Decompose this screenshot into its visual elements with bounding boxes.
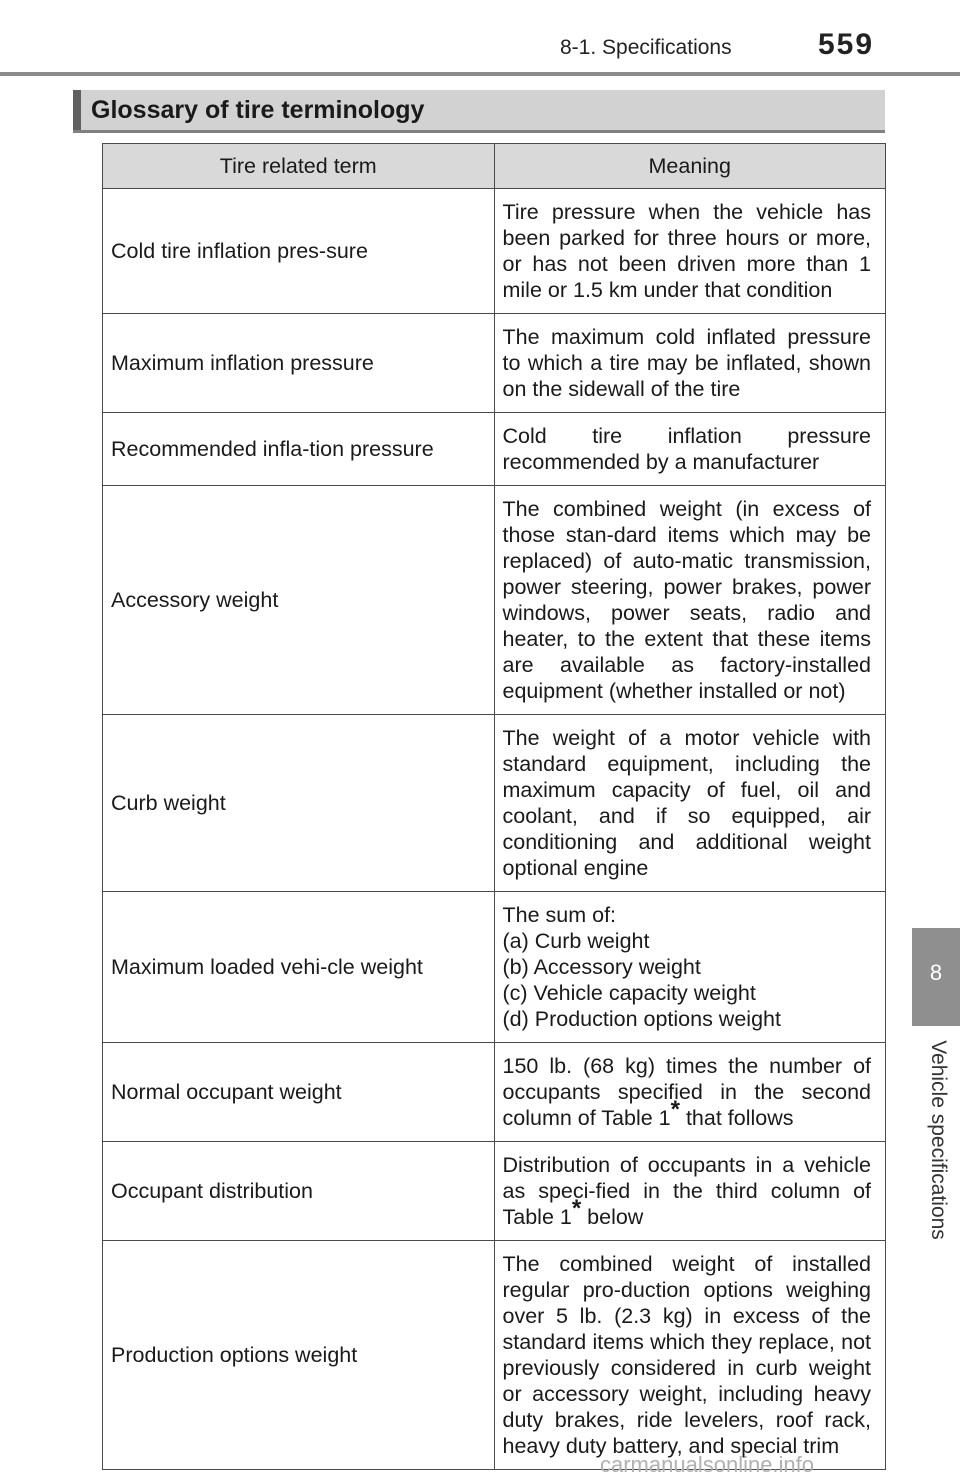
page-header [0, 0, 960, 78]
term-cell: Normal occupant weight [103, 1043, 495, 1142]
table-row [103, 1241, 886, 1470]
meaning-list-item: (c) Vehicle capacity weight [502, 981, 756, 1005]
meaning-cell: Tire pressure when the vehicle has been parked for three hours or more, or has not been driven more than 1 mile or 1.5 km under that condition [494, 189, 886, 314]
term-cell: Maximum loaded vehi-cle weight [103, 892, 495, 1043]
table-row [103, 715, 886, 892]
table-row [103, 1142, 886, 1241]
meaning-cell: The combined weight of installed regular pro-duction options weighing over 5 lb. (2.3 kg) in excess of the standard items which they replace, not previously considered in curb weight or accessory weight, including heavy duty brakes, ride levelers, roof rack, heavy duty battery, and special trim [494, 1241, 886, 1470]
meaning-cell [494, 892, 886, 1043]
term-cell: Production options weight [103, 1241, 495, 1470]
meaning-list-item: (d) Production options weight [502, 1007, 781, 1031]
table-row [103, 413, 886, 486]
column-header-meaning: Meaning [494, 144, 886, 189]
footnote-marker: * [670, 1096, 680, 1123]
column-header-term: Tire related term [103, 144, 495, 189]
table-row [103, 1043, 886, 1142]
header-divider [0, 72, 960, 76]
chapter-number: 8 [929, 960, 943, 985]
term-cell: Maximum inflation pressure [103, 314, 495, 413]
table-row [103, 189, 886, 314]
meaning-text: 150 lb. (68 kg) times the number of occupants specified in the second column of Table 1 [502, 1054, 871, 1130]
meaning-cell [494, 1142, 886, 1241]
meaning-list-item: (a) Curb weight [502, 929, 650, 953]
page-number: 559 [818, 28, 875, 61]
heading-accent-bar [73, 90, 81, 130]
meaning-cell: The maximum cold inflated pressure to which a tire may be inflated, shown on the sidewall of the tire [494, 314, 886, 413]
section-label: 8-1. Specifications [560, 36, 732, 59]
meaning-intro: The sum of: [502, 903, 617, 927]
footnote-marker: * [571, 1195, 582, 1222]
table-header-row [103, 144, 886, 189]
meaning-cell: The combined weight (in excess of those stan-dard items which may be replaced) of auto-matic transmission, power steering, power brakes, power windows, power seats, radio and heater, to the extent that these items are available as factory-installed equipment (whether installed or not) [494, 486, 886, 715]
watermark: carmanualsonline.info [600, 1452, 815, 1477]
meaning-cell: The weight of a motor vehicle with standard equipment, including the maximum capacity of fuel, oil and coolant, and if so equipped, air conditioning and additional weight optional engine [494, 715, 886, 892]
meaning-list-item: (b) Accessory weight [502, 955, 701, 979]
meaning-text: Distribution of occupants in a vehicle as speci-fied in the third column of Table 1 [502, 1153, 871, 1229]
glossary-table [102, 143, 886, 1470]
term-cell: Accessory weight [103, 486, 495, 715]
table-row [103, 486, 886, 715]
term-cell: Occupant distribution [103, 1142, 495, 1241]
glossary-heading [73, 90, 885, 133]
meaning-text-end: below [581, 1205, 644, 1229]
table-row [103, 892, 886, 1043]
chapter-title: Vehicle specifications [927, 1040, 950, 1240]
term-cell: Curb weight [103, 715, 495, 892]
meaning-cell [494, 1043, 886, 1142]
table-row [103, 314, 886, 413]
term-cell: Recommended infla-tion pressure [103, 413, 495, 486]
glossary-title: Glossary of tire terminology [91, 96, 425, 124]
term-cell: Cold tire inflation pres-sure [103, 189, 495, 314]
meaning-text-end: that follows [679, 1106, 794, 1130]
meaning-cell: Cold tire inflation pressure recommended by a manufacturer [494, 413, 886, 486]
